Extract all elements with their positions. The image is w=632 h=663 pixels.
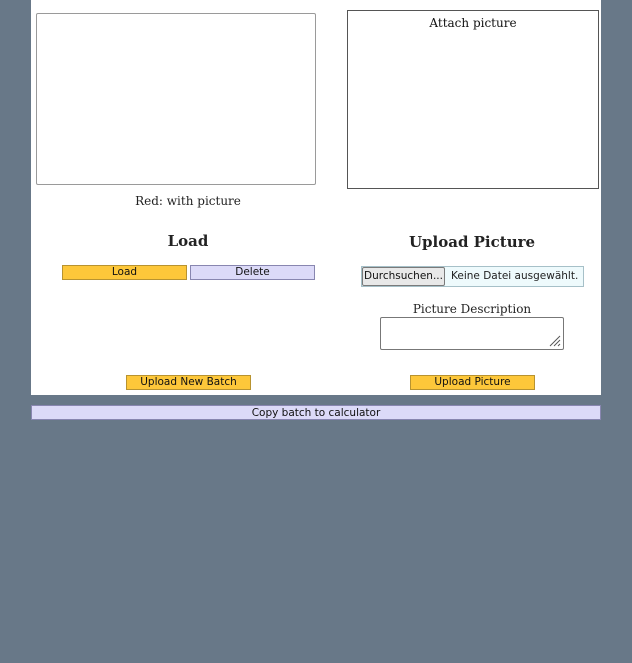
delete-button[interactable]: Delete [190, 265, 315, 280]
batch-list[interactable] [36, 13, 316, 185]
browse-button[interactable]: Durchsuchen... [362, 267, 445, 286]
upload-picture-button[interactable]: Upload Picture [410, 375, 535, 390]
upload-picture-heading: Upload Picture [408, 233, 536, 251]
picture-preview-label: Attach picture [429, 16, 517, 30]
file-input[interactable] [361, 266, 584, 287]
upload-new-batch-button[interactable]: Upload New Batch [126, 375, 251, 390]
description-label: Picture Description [412, 302, 532, 316]
load-heading: Load [167, 232, 209, 250]
picture-preview [347, 10, 599, 189]
load-button[interactable]: Load [62, 265, 187, 280]
copy-batch-button[interactable]: Copy batch to calculator [31, 405, 601, 420]
batch-legend: Red: with picture [135, 194, 241, 208]
description-textarea[interactable] [380, 317, 564, 350]
resize-grip-icon[interactable] [549, 335, 561, 347]
file-status: Keine Datei ausgewählt. [451, 270, 579, 282]
